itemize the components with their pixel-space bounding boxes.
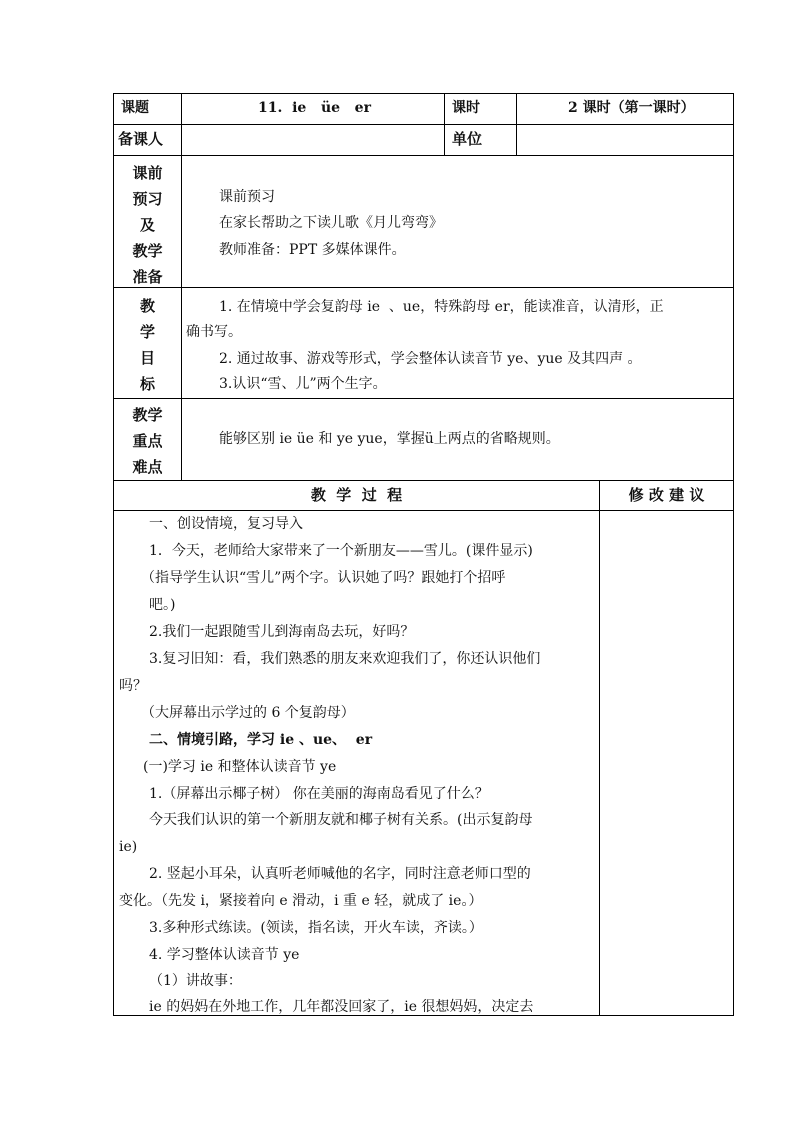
preparer-label: 备课人 — [118, 130, 164, 148]
process-line: 2.我们一起跟随雪儿到海南岛去玩，好吗？ — [149, 624, 415, 640]
goals-line: 2. 通过故事、游戏等形式，学会整体认读音节 ye、yue 及其四声 。 — [219, 351, 642, 367]
goals-label-line: 标 — [139, 375, 155, 393]
table-border-top — [113, 93, 734, 94]
key-label-line: 难点 — [132, 458, 163, 476]
table-rule — [113, 124, 734, 125]
process-line: 今天我们认识的第一个新朋友就和椰子树有关系。(出示复韵母 — [149, 812, 533, 828]
process-line: 二、情境引路，学习 ie 、ue、 er — [149, 732, 373, 748]
process-line: 3.复习旧知：看，我们熟悉的朋友来欢迎我们了，你还认识他们 — [149, 651, 541, 667]
topic-label: 课题 — [121, 100, 149, 116]
process-line: 4. 学习整体认读音节 ye — [149, 947, 300, 963]
process-line: ie) — [119, 839, 138, 855]
prep-label-line: 课前 — [132, 164, 163, 182]
process-line: 吧。) — [149, 597, 176, 613]
prep-label-line: 准备 — [132, 268, 163, 286]
key-label-line: 重点 — [132, 432, 163, 450]
table-column-rule — [516, 93, 517, 155]
process-line: ie 的妈妈在外地工作，几年都没回家了，ie 很想妈妈，决定去 — [149, 999, 534, 1015]
table-rule — [113, 287, 734, 288]
process-line: (一)学习 ie 和整体认读音节 ye — [143, 759, 337, 775]
table-column-rule — [444, 93, 445, 155]
process-line: （指导学生认识“雪儿”两个字。认识她了吗？跟她打个招呼 — [141, 570, 506, 586]
prep-line: 在家长帮助之下读儿歌《月儿弯弯》 — [219, 215, 443, 231]
process-line: 吗？ — [119, 678, 147, 694]
goals-line: 确书写。 — [186, 324, 242, 340]
unit-label: 单位 — [452, 130, 483, 148]
table-rule — [113, 398, 734, 399]
table-column-rule — [599, 480, 600, 1016]
process-line: 一、创设情境，复习导入 — [149, 516, 303, 532]
topic-value: 11. ie üe er — [258, 100, 371, 116]
process-heading: 教 学 过 程 — [310, 486, 403, 504]
table-rule — [113, 155, 734, 156]
goals-label-line: 学 — [139, 323, 155, 341]
goals-label-line: 目 — [139, 349, 155, 367]
table-rule — [113, 480, 734, 481]
prep-label-line: 及 — [139, 216, 155, 234]
process-line: 1．今天，老师给大家带来了一个新朋友——雪儿。(课件显示) — [149, 543, 533, 559]
prep-label-line: 教学 — [132, 242, 163, 260]
goals-label-line: 教 — [139, 297, 155, 315]
hours-value: 2 课时（第一课时） — [568, 100, 695, 116]
suggest-heading: 修 改 建 议 — [628, 486, 705, 504]
hours-label: 课时 — [452, 100, 480, 116]
process-line: 1.（屏幕出示椰子树） 你在美丽的海南岛看见了什么？ — [149, 786, 489, 802]
process-line: （1）讲故事： — [149, 973, 242, 989]
key-label-line: 教学 — [132, 406, 163, 424]
table-rule — [113, 510, 734, 511]
key-text: 能够区别 ie üe 和 ye yue，掌握ü上两点的省略规则。 — [219, 431, 560, 447]
prep-line: 教师准备：PPT 多媒体课件。 — [219, 242, 406, 258]
process-line: （大屏幕出示学过的 6 个复韵母） — [141, 705, 355, 721]
goals-line: 3.认识“雪、儿”两个生字。 — [219, 376, 387, 392]
process-line: 2. 竖起小耳朵，认真听老师喊他的名字，同时注意老师口型的 — [149, 866, 531, 882]
process-line: 变化。（先发 i，紧接着向 e 滑动，i 重 e 轻，就成了 ie。） — [119, 893, 483, 909]
goals-line: 1. 在情境中学会复韵母 ie 、ue，特殊韵母 er，能读准音，认清形，正 — [219, 299, 664, 315]
process-line: 3.多种形式练读。(领读，指名读，开火车读，齐读。） — [149, 920, 483, 936]
table-border-right — [733, 93, 734, 1016]
prep-line: 课前预习 — [219, 189, 275, 205]
prep-label-line: 预习 — [132, 190, 163, 208]
table-column-rule — [181, 93, 182, 480]
